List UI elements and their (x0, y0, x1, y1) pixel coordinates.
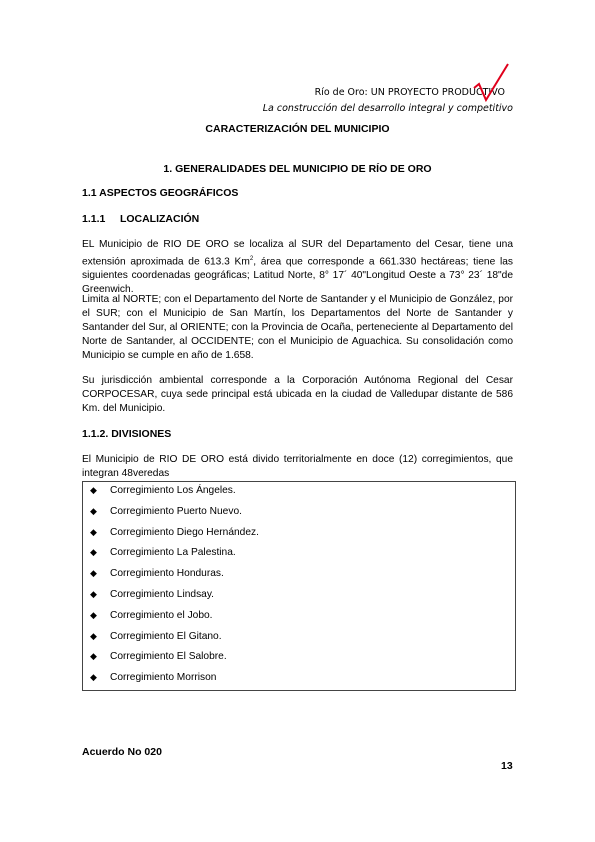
list-item-label: Corregimiento El Gitano. (110, 630, 222, 642)
checkmark-icon (472, 62, 512, 104)
list-item-label: Corregimiento Diego Hernández. (110, 526, 259, 538)
diamond-bullet-icon: ◆ (90, 485, 97, 495)
list-item (90, 568, 224, 579)
list-item (90, 610, 213, 621)
list-item-label: Corregimiento El Salobre. (110, 651, 227, 663)
footer-acuerdo: Acuerdo No 020 (82, 746, 162, 758)
list-item-label: Corregimiento el Jobo. (110, 609, 213, 621)
paragraph-localizacion-part1: EL Municipio de RIO DE ORO se localiza al SUR del Departamento del Cesar, tiene una extensión aproximada de 613.3 Km (82, 239, 513, 268)
diamond-bullet-icon: ◆ (90, 547, 97, 558)
list-item-label: Corregimiento Morrison (110, 672, 217, 684)
list-item (90, 631, 222, 642)
diamond-bullet-icon: ◆ (90, 568, 97, 579)
diamond-bullet-icon: ◆ (90, 651, 97, 662)
list-item (90, 672, 216, 683)
diamond-bullet-icon: ◆ (90, 505, 97, 516)
list-item (90, 506, 242, 517)
diamond-bullet-icon: ◆ (90, 526, 97, 537)
superscript: 2 (249, 256, 254, 262)
header-subtitle: La construcción del desarrollo integral y competitivo (262, 103, 513, 114)
paragraph-divisiones: El Municipio de RIO DE ORO está divido territorialmente en doce (12) corregimientos, que integran 48veredas (82, 454, 513, 479)
list-item (90, 527, 259, 538)
paragraph-jurisdiccion: Su jurisdicción ambiental corresponde a la Corporación Autónoma Regional del Cesar CORPOCESAR, cuya sede principal está ubicada en la ciudad de Valledupar distante de 586 Km. del Municipio. (82, 375, 513, 414)
list-item (90, 589, 214, 600)
list-item-label: Corregimiento Puerto Nuevo. (110, 505, 242, 517)
list-item-label: Corregimiento Los Ángeles. (110, 485, 236, 496)
page-number: 13 (501, 760, 513, 772)
paragraph-limites: Limita al NORTE; con el Departamento del Norte de Santander y el Municipio de González, por el SUR; con el Municipio de San Martín, los Departamentos del Norte de Santander y Santander del Sur, al ORIENTE; con la Provincia de Ocaña, perteneciente al Departamento del Norte de Santander, al OCCIDENTE; con el Municipio de Aguachica. Su consolidación como Municipio se cumple en año de 1.658. (82, 294, 513, 361)
diamond-bullet-icon: ◆ (90, 589, 97, 599)
heading-localizacion: 1.1.1 LOCALIZACIÓN (82, 213, 200, 225)
heading-divisiones: 1.1.2. DIVISIONES (82, 428, 172, 440)
heading-aspectos-geograficos: 1.1 ASPECTOS GEOGRÁFICOS (82, 187, 239, 199)
list-item-label: Corregimiento Lindsay. (110, 589, 214, 600)
document-title: CARACTERIZACIÓN DEL MUNICIPIO (205, 123, 390, 135)
section-title: 1. GENERALIDADES DEL MUNICIPIO DE RÍO DE ORO (163, 163, 432, 175)
list-item (90, 547, 236, 558)
diamond-bullet-icon: ◆ (90, 630, 97, 641)
list-item (90, 485, 236, 496)
diamond-bullet-icon: ◆ (90, 609, 97, 620)
list-item-label: Corregimiento Honduras. (110, 568, 224, 580)
list-item (90, 651, 227, 662)
diamond-bullet-icon: ◆ (90, 672, 97, 683)
paragraph-localizacion (82, 238, 513, 297)
list-item-label: Corregimiento La Palestina. (110, 547, 236, 559)
corregimientos-list-box (82, 481, 516, 691)
paragraph-localizacion-part2: , área que corresponde a 661.330 hectáreas; tiene las siguientes coordenadas geográficas; Latitud Norte, 8° 17´ 40"Longitud Oeste a 73° 23´ 18"de Greenwich. (82, 256, 513, 296)
header-slogan: Río de Oro: UN PROYECTO PRODUCTIVO (314, 87, 505, 98)
